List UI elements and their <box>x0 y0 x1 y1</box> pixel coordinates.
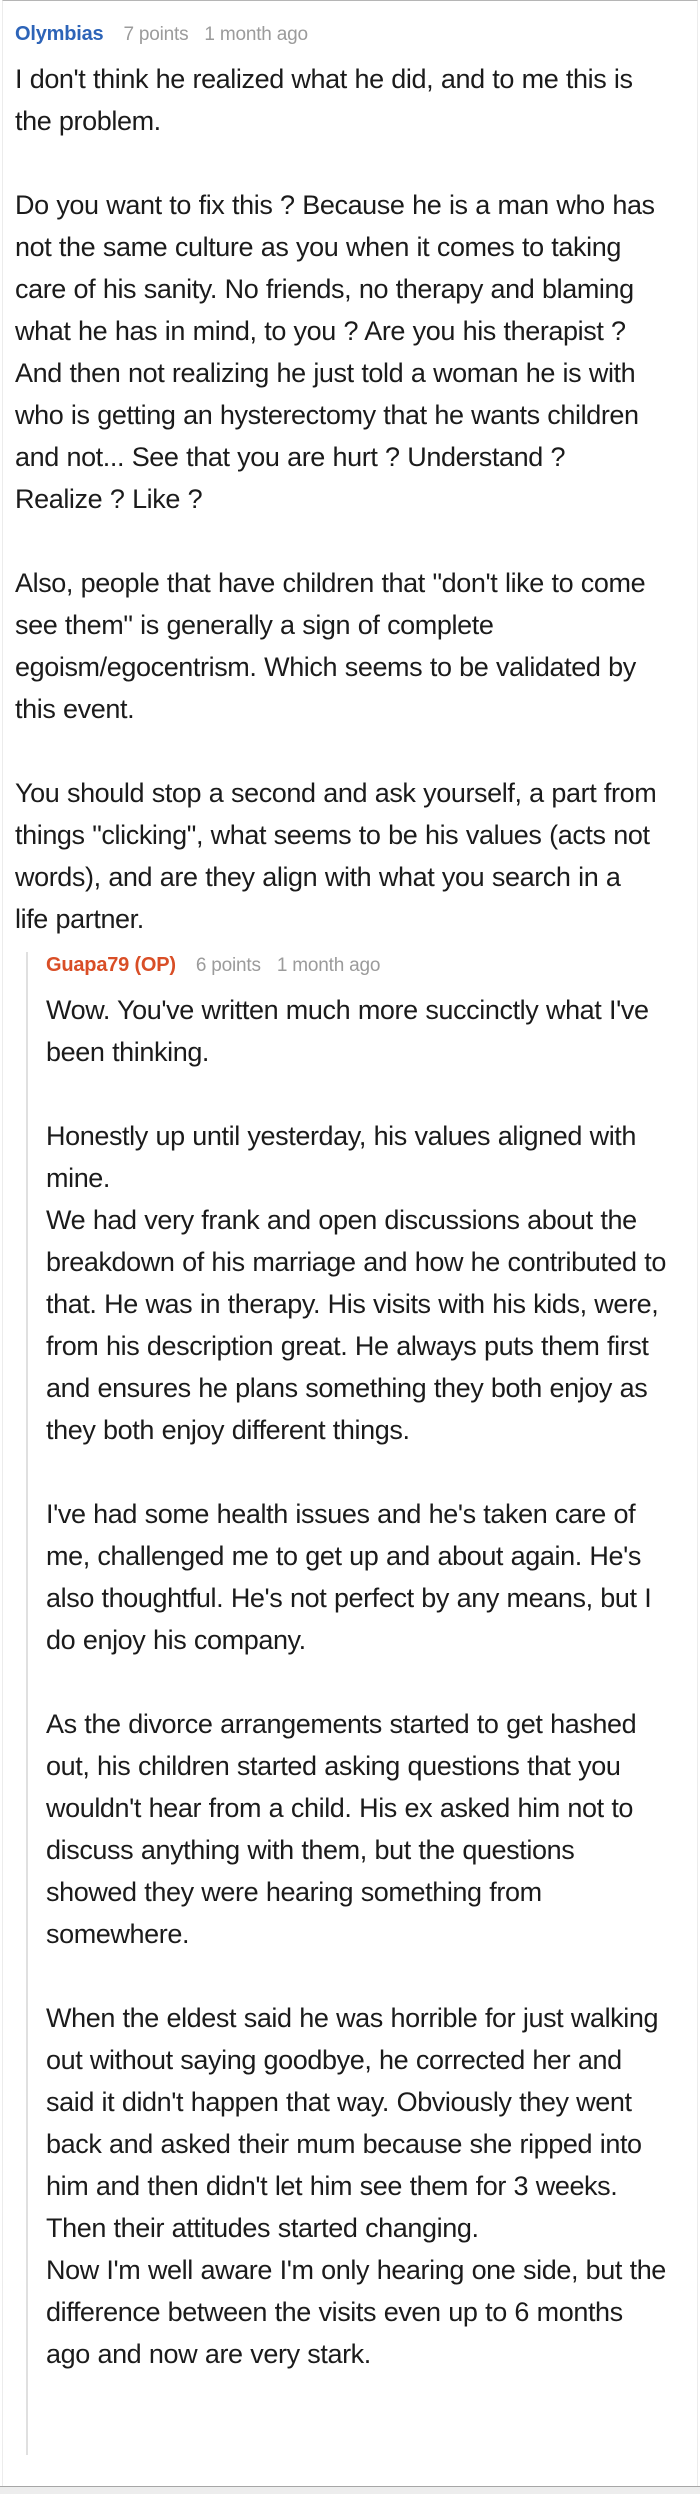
comment-points: 7 points <box>123 24 189 45</box>
comment-points: 6 points <box>195 955 261 976</box>
comment-paragraph: Wow. You've written much more succinctly what I've been thinking. <box>46 995 649 1067</box>
comment-header <box>46 954 669 977</box>
comment-author-link[interactable]: Olymbias <box>15 23 104 45</box>
comment-paragraph: I don't think he realized what he did, and to me this is the problem. <box>15 64 633 136</box>
comment-timestamp: 1 month ago <box>204 24 308 45</box>
comment-paragraph: Do you want to fix this ? Because he is a man who has not the same culture as you when it comes to taking care of his sanity. No friends, no therapy and blaming what he has in mind, to you ? Are you his therapist ? And then not realizing he just told a woman he is with who is getting an hysterectomy that he wants children and not... See that you are hurt ? Understand ? Realize ? Like ? <box>15 190 655 514</box>
comment-paragraph: Now I'm well aware I'm only hearing one side, but the difference between the visits even up to 6 months ago and now are very stark. <box>46 2255 666 2369</box>
bottom-edge-divider <box>0 2486 700 2494</box>
comment-header <box>15 23 659 46</box>
comment-timestamp: 1 month ago <box>276 955 381 976</box>
comment-paragraph: When the eldest said he was horrible for just walking out without saying goodbye, he corrected her and said it didn't happen that way. Obviously they went back and asked their mum because she ripped into him and then didn't let him see them for 3 weeks. Then their attitudes started changing. <box>46 2003 659 2243</box>
comment-paragraph: You should stop a second and ask yourself, a part from things "clicking", what seems to be his values (acts not words), and are they align with what you search in a life partner. <box>15 778 657 934</box>
comment-guapa79-reply <box>26 952 697 2455</box>
comment-body <box>15 58 659 940</box>
comment-paragraph: I've had some health issues and he's taken care of me, challenged me to get up and about again. He's also thoughtful. He's not perfect by any means, but I do enjoy his company. <box>46 1499 652 1655</box>
comment-olymbias <box>3 1 697 940</box>
comment-paragraph: We had very frank and open discussions about the breakdown of his marriage and how he contributed to that. He was in therapy. His visits with his kids, were, from his description great. He always puts them first and ensures he plans something they both enjoy as they both enjoy different things. <box>46 1205 666 1445</box>
comment-thread-card <box>2 0 698 2494</box>
comment-paragraph: As the divorce arrangements started to get hashed out, his children started asking questions that you wouldn't hear from a child. His ex asked him not to discuss anything with them, but the questions showed they were hearing something from somewhere. <box>46 1709 637 1949</box>
comment-paragraph: Also, people that have children that "don't like to come see them" is generally a sign of complete egoism/egocentrism. Which seems to be validated by this event. <box>15 568 646 724</box>
comment-paragraph: Honestly up until yesterday, his values aligned with mine. <box>46 1121 637 1193</box>
comment-author-op-link[interactable]: Guapa79 (OP) <box>46 954 176 976</box>
comment-body <box>46 989 669 2375</box>
